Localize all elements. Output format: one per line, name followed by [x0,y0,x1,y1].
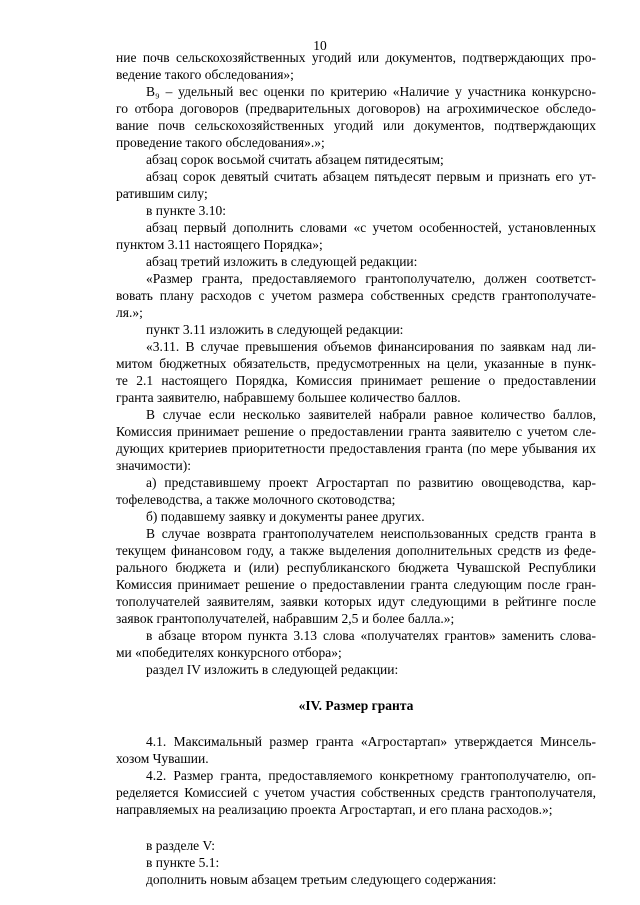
text-line: рального бюджета и (или) республиканского бюджета Чувашской Республики [116,560,596,575]
text-line: ратившим силу; [116,186,208,201]
text-line: в пункте 3.10: [146,203,226,218]
text-line: в абзаце втором пункта 3.13 слова «получателях грантов» заменить слова- [146,628,596,643]
text-line: вание почв сельскохозяйственных угодий или документов, подтверждающих [116,118,596,133]
text-line: хозом Чувашии. [116,751,209,766]
text-line: проведение такого обследования».»; [116,135,325,150]
text-line: В случае возврата грантополучателем неиспользованных средств гранта в [146,526,596,541]
text-line: абзац третий изложить в следующей редакции: [146,254,418,269]
text-line: абзац сорок восьмой считать абзацем пятидесятым; [146,152,444,167]
text-line: Комиссия принимает решение о предоставлении гранта заявителю с учетом сле- [116,424,596,439]
text-line: абзац первый дополнить словами «с учетом особенностей, установленных [146,220,596,235]
text-line: вовать плану расходов с учетом размера собственных средств грантополучате- [116,288,596,303]
text-line: го отбора договоров (предварительных договоров) на агрохимическое обследо- [116,101,596,116]
text-line: в разделе V: [146,838,216,853]
text-line: а) представившему проект Агростартап по развитию овощеводства, кар- [146,475,596,490]
text-line: направляемых на реализацию проекта Агростартап, и его плана расходов.»; [116,802,553,817]
text-line: абзац сорок девятый считать абзацем пятьдесят первым и признать его ут- [146,169,596,184]
text-line: текущем финансовом году, а также выделения дополнительных средств из феде- [116,543,596,558]
text-line: раздел IV изложить в следующей редакции: [146,662,399,677]
text-line: ределяется Комиссией с учетом участия собственных средств грантополучателя, [116,785,596,800]
text-line: «Размер гранта, предоставляемого грантополучателю, должен соответст- [146,271,596,286]
text-line: ведение такого обследования»; [116,67,294,82]
text-line: тофелеводства, а также молочного скотоводства; [116,492,396,507]
text-line: в пункте 5.1: [146,855,220,870]
text-line: ние почв сельскохозяйственных угодий или документов, подтверждающих про- [116,50,596,65]
text-line: дополнить новым абзацем третьим следующего содержания: [146,872,497,887]
text-line: «3.11. В случае превышения объемов финансирования по заявкам над ли- [146,339,596,354]
text-line: значимости): [116,458,192,473]
text-line: б) подавшему заявку и документы ранее других. [146,509,425,524]
text-line: ми «победителях конкурсного отбора»; [116,645,342,660]
text-line: В случае если несколько заявителей набрали равное количество баллов, [146,407,596,422]
text-line: тополучателей заявителям, заявки которых идут следующими в рейтинге после [116,594,596,609]
text-line: пункт 3.11 изложить в следующей редакции: [146,322,404,337]
text-line: пунктом 3.11 настоящего Порядка»; [116,237,323,252]
text-line: заявок грантополучателей, набравшим 2,5 и более балла.»; [116,611,455,626]
text-line: митом бюджетных обязательств, предусмотренных на цели, указанные в пунк- [116,356,596,371]
text-line: те 2.1 настоящего Порядка, Комиссия принимает решение о предоставлении [116,373,596,388]
section-heading: «IV. Размер гранта [298,698,414,713]
text-line: Комиссия принимает решение о предоставлении гранта следующим после гран- [116,577,596,592]
text-line: ля.»; [116,305,143,320]
page-number: 10 [313,38,327,53]
text-line: 4.2. Размер гранта, предоставляемого конкретному грантополучателю, оп- [146,768,596,783]
text-line: B₉ – удельный вес оценки по критерию «Наличие у участника конкурсно- [146,84,596,99]
text-line: дующих критериев приоритетности предоставления гранта (по мере убывания их [116,441,596,456]
text-line: гранта заявителю, набравшему большее количество баллов. [116,390,461,405]
text-line: 4.1. Максимальный размер гранта «Агростартап» утверждается Минсель- [146,734,596,749]
